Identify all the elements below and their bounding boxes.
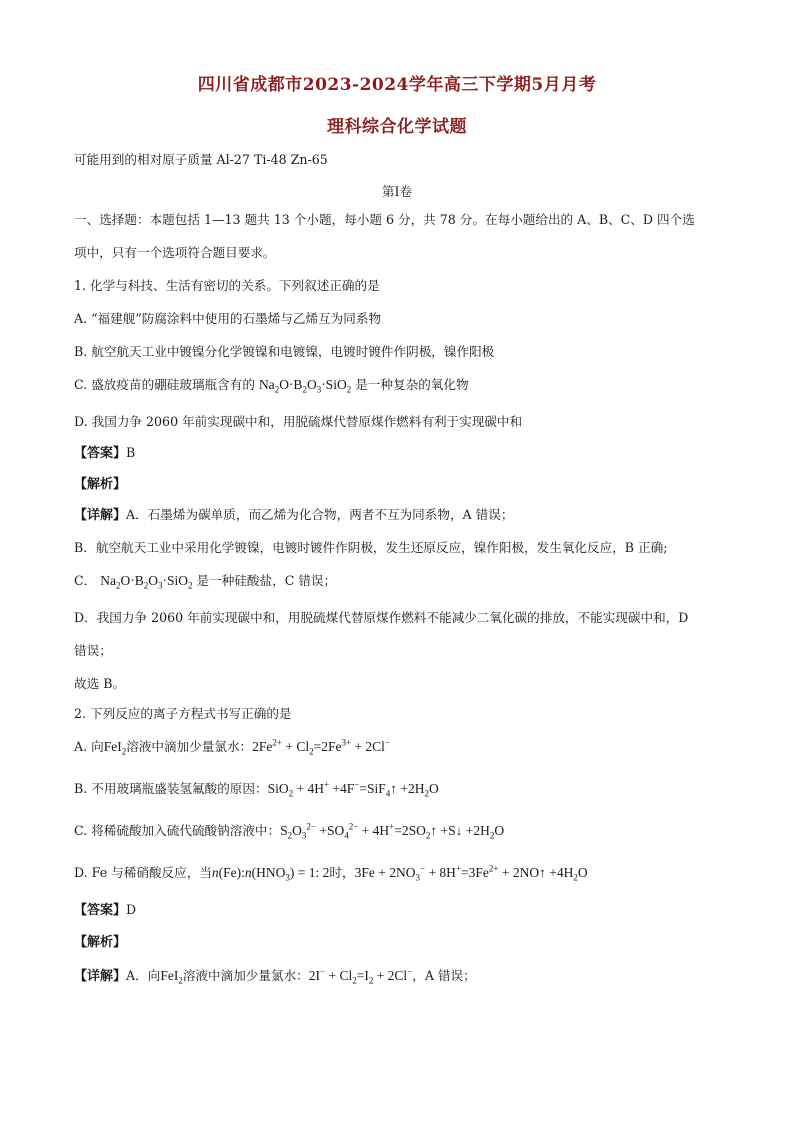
- q2-option-d-prefix: D. Fe 与稀硝酸反应，当: [74, 865, 212, 880]
- q1-detail-c: [74, 573, 336, 589]
- q2-option-a-text: 溶液中滴加少量氯水：: [126, 739, 253, 754]
- document-subtitle: 理科综合化学试题: [327, 117, 467, 137]
- detail-tag: 【详解】: [74, 508, 127, 523]
- answer-tag: 【答案】: [74, 446, 127, 461]
- q2-option-a: [74, 739, 390, 755]
- q1-detail-a-text: A．石墨烯为碳单质，而乙烯为化合物，两者不互为同系物，A 错误；: [126, 507, 514, 522]
- q1-detail-b: B．航空航天工业中采用化学镀镍，电镀时镀件作阴极，发生还原反应，镍作阳极，发生氧化反应，B 正确;: [74, 540, 668, 555]
- q1-option-c-suffix: 是一种复杂的氧化物: [355, 377, 469, 392]
- q2-option-d: [74, 865, 588, 881]
- q1-stem: 1. 化学与科技、生活有密切的关系。下列叙述正确的是: [74, 278, 380, 293]
- document-title: 四川省成都市2023-2024学年高三下学期5月月考: [197, 75, 597, 95]
- q2-option-b-text: B. 不用玻璃瓶盛装氢氟酸的原因：: [74, 781, 268, 796]
- formula-fei2: FeI$_2$: [160, 968, 183, 986]
- q1-detail-c-prefix: C．: [74, 573, 97, 588]
- q2-analysis-heading: [74, 934, 126, 951]
- q1-analysis-heading: [74, 476, 126, 493]
- instructions-line-2: 项中，只有一个选项符合题目要求。: [74, 245, 276, 260]
- q2-detail-a: [74, 968, 476, 985]
- q1-answer: [74, 445, 135, 462]
- q1-detail-d-line-2: 错误；: [74, 643, 112, 658]
- q1-detail-a: [74, 507, 513, 524]
- detail-tag: 【详解】: [74, 969, 127, 984]
- equation-c: $S_2O_3^{2-} +SO_4^{2-}$ + $4H^+=2SO_2↑$ +S↓ $+2H_2O$: [280, 821, 505, 841]
- q1-option-a: A. “福建舰”防腐涂料中使用的石墨烯与乙烯互为同系物: [74, 311, 382, 326]
- equation-d: $3Fe + 2NO_3^- + 8H^+=3Fe^{2+}$ + 2NO↑ $+4H_2O$: [354, 863, 588, 883]
- volume-heading: 第Ⅰ卷: [381, 184, 413, 199]
- q2-option-d-text: 时，: [329, 865, 355, 880]
- equation-b: SiO$_2$ + 4H+ +4F−=SiF$_4$↑ $+2H_2O$: [267, 779, 439, 799]
- q1-conclusion: 故选 B。: [74, 676, 126, 691]
- analysis-tag: 【解析】: [74, 935, 127, 950]
- answer-tag: 【答案】: [74, 903, 127, 918]
- q1-option-b: B. 航空航天工业中镀镍分化学镀镍和电镀镍，电镀时镀件作阴极，镍作阳极: [74, 344, 495, 359]
- q2-detail-a-prefix: A．向: [126, 968, 161, 983]
- analysis-tag: 【解析】: [74, 477, 127, 492]
- q2-answer-value: D: [126, 902, 137, 917]
- formula-borosilicate: $Na_2O\cdot B_2O_3\cdot SiO_2$: [100, 573, 193, 591]
- atomic-mass-note: 可能用到的相对原子质量 Al-27 Ti-48 Zn-65: [74, 152, 328, 167]
- ratio-expression: $n(Fe):n(HNO_3) = 1$: 2: [211, 865, 330, 883]
- instructions-line-1: 一、选择题：本题包括 1—13 题共 13 个小题，每小题 6 分，共 78 分。在每小题给出的 A、B、C、D 四个选: [74, 212, 695, 227]
- q2-stem: 2. 下列反应的离子方程式书写正确的是: [74, 706, 292, 721]
- q1-answer-value: B: [126, 445, 136, 460]
- q2-option-c: [74, 823, 504, 839]
- q2-detail-a-text: 溶液中滴加少量氯水：: [182, 968, 309, 983]
- equation-a: $2Fe^{2+} + Cl_2=2Fe^{3+} + 2Cl^-$: [252, 737, 390, 757]
- q2-option-a-prefix: A. 向: [74, 739, 104, 754]
- equation-detail-a: $2I^- + Cl_2=I_2 + 2Cl^-$: [308, 966, 413, 986]
- q2-answer: [74, 902, 136, 919]
- q2-detail-a-suffix: ，A 错误；: [412, 968, 476, 983]
- formula-fei2: FeI$_2$: [103, 739, 127, 757]
- q2-option-b: [74, 781, 439, 797]
- formula-borosilicate: $Na_2O\cdot B_2O_3\cdot SiO_2$: [258, 377, 352, 395]
- q1-detail-c-text: 是一种硅酸盐，C 错误；: [196, 573, 337, 588]
- q1-detail-d-line-1: D．我国力争 2060 年前实现碳中和，用脱硫煤代替原煤作燃料不能减少二氧化碳的排放，不能实现碳中和，D: [74, 610, 689, 625]
- q1-option-c-text: C. 盛放疫苗的硼硅玻璃瓶含有的: [74, 377, 255, 392]
- q1-option-c: [74, 377, 469, 393]
- q2-option-c-text: C. 将稀硫酸加入硫代硫酸钠溶液中：: [74, 823, 281, 838]
- q1-option-d: D. 我国力争 2060 年前实现碳中和，用脱硫煤代替原煤作燃料有利于实现碳中和: [74, 414, 523, 429]
